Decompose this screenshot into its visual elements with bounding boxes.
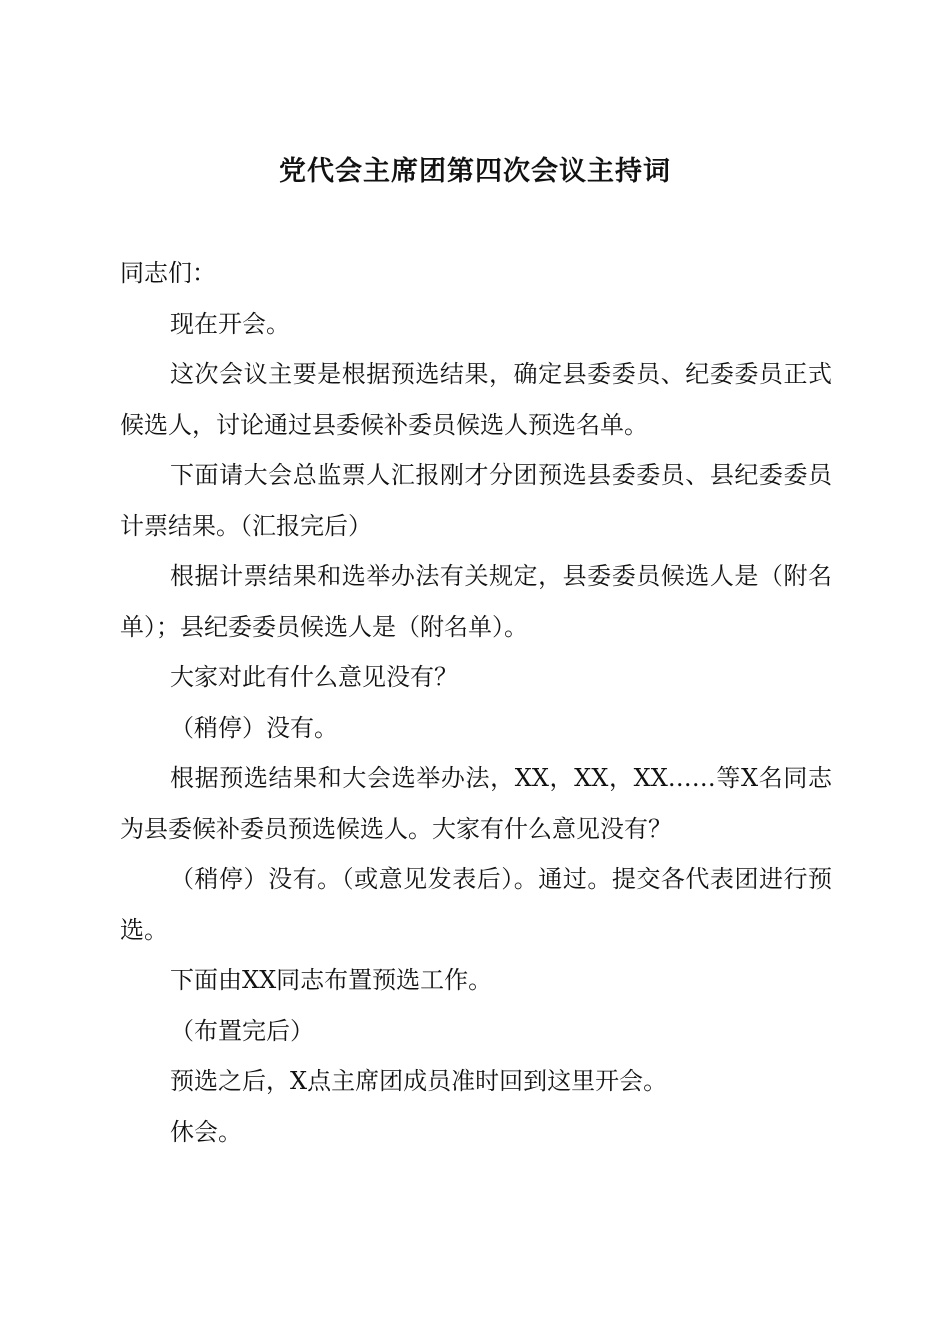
paragraph-12: 休会。 — [170, 1117, 242, 1146]
document-title: 党代会主席团第四次会议主持词 — [279, 156, 671, 187]
document-body — [120, 248, 832, 1157]
paragraph-10: （布置完后） — [170, 1016, 314, 1045]
paragraph-11: 预选之后，X点主席团成员准时回到这里开会。 — [170, 1067, 668, 1095]
paragraph-9: 下面由XX同志布置预选工作。 — [170, 966, 493, 994]
paragraph-8: （稍停）没有。（或意见发表后）。通过。提交各代表团进行预选。 — [120, 865, 832, 944]
paragraph-7: 根据预选结果和大会选举办法，XX，XX，XX……等X名同志为县委候补委员预选候选人。大家有什么意见没有？ — [120, 764, 832, 843]
paragraph-1: 现在开会。 — [170, 309, 290, 338]
paragraph-5: 大家对此有什么意见没有？ — [170, 663, 458, 691]
paragraph-2: 这次会议主要是根据预选结果，确定县委委员、纪委委员正式候选人，讨论通过县委候补委员候选人预选名单。 — [120, 360, 832, 439]
paragraph-3: 下面请大会总监票人汇报刚才分团预选县委委员、县纪委委员计票结果。（汇报完后） — [120, 461, 832, 540]
paragraph-6: （稍停）没有。 — [170, 713, 338, 742]
paragraph-4: 根据计票结果和选举办法有关规定，县委委员候选人是（附名单）；县纪委委员候选人是（附名单）。 — [120, 562, 832, 641]
salutation: 同志们： — [120, 259, 216, 287]
